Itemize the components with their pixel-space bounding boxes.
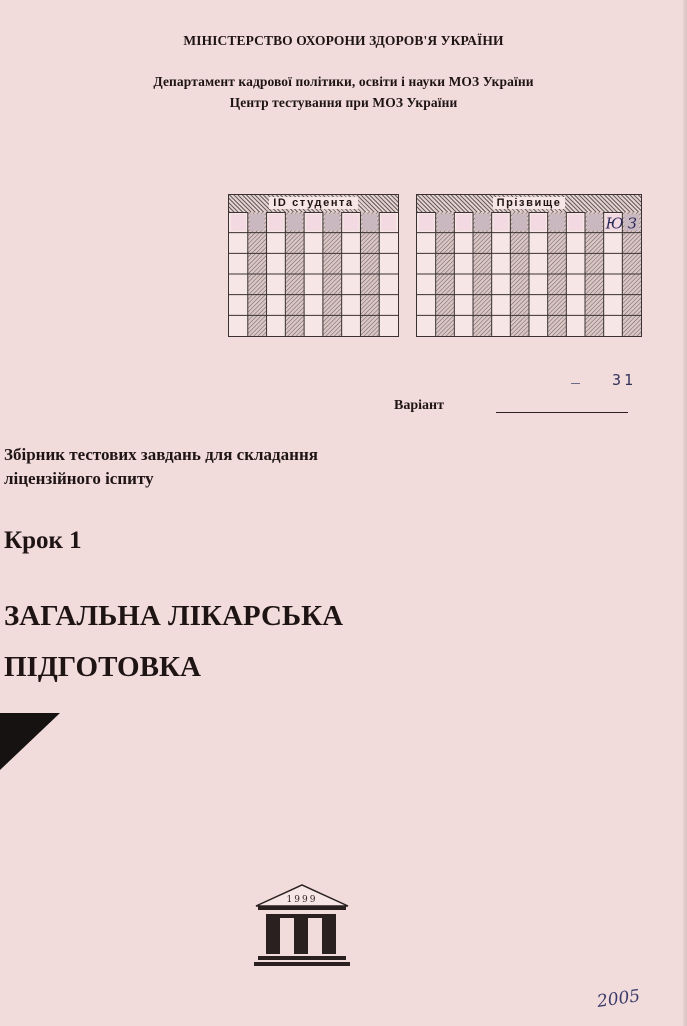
surname-grid [416, 194, 642, 337]
surname-grid-title: Прізвище [417, 195, 641, 213]
building-logo-icon [250, 884, 354, 968]
corner-triangle-icon [0, 713, 60, 770]
entry-cell[interactable] [456, 214, 471, 231]
student-id-grid [228, 194, 399, 337]
entry-cell[interactable] [587, 214, 602, 231]
surname-cells [417, 212, 641, 336]
subtitle-line-2: ліцензійного іспиту [4, 469, 154, 488]
entry-cell[interactable] [250, 214, 265, 231]
entry-cell[interactable] [550, 214, 565, 231]
entry-cell[interactable] [531, 214, 546, 231]
entry-cell[interactable] [475, 214, 490, 231]
center-title: Центр тестування при МОЗ України [229, 95, 458, 110]
entry-cell[interactable] [512, 214, 527, 231]
ministry-title: МІНІСТЕРСТВО ОХОРОНИ ЗДОРОВ'Я УКРАЇНИ [183, 33, 504, 48]
entry-cell[interactable] [306, 214, 321, 231]
entry-cell[interactable] [344, 214, 359, 231]
student-id-cells [229, 212, 398, 336]
main-title-line-1: ЗАГАЛЬНА ЛІКАРСЬКА [4, 600, 344, 632]
entry-cell[interactable] [438, 214, 453, 231]
entry-cell[interactable] [325, 214, 340, 231]
collection-subtitle [4, 443, 318, 491]
entry-cell[interactable] [231, 214, 246, 231]
entry-cell[interactable] [568, 214, 583, 231]
step-title: Крок 1 [4, 527, 82, 554]
department-title: Департамент кадрової політики, освіти і науки МОЗ України [153, 74, 534, 89]
entry-cell[interactable] [269, 214, 284, 231]
surname-handwritten: ЮЗ [605, 214, 641, 233]
entry-cell[interactable] [287, 214, 302, 231]
variant-underline [496, 412, 628, 413]
entry-cell[interactable] [381, 214, 396, 231]
entry-cell[interactable] [419, 214, 434, 231]
variant-label: Варіант [394, 398, 444, 413]
student-id-grid-title: ID студента [229, 195, 398, 213]
variant-value: 31 [612, 371, 637, 389]
subtitle-line-1: Збірник тестових завдань для складання [4, 445, 318, 464]
entry-cell[interactable] [362, 214, 377, 231]
main-title-line-2: ПІДГОТОВКА [4, 651, 201, 683]
main-title [4, 591, 343, 693]
handwritten-year: 2005 [595, 986, 642, 1012]
variant-mark [571, 383, 580, 384]
entry-cell[interactable] [494, 214, 509, 231]
logo-year: 1999 [286, 895, 318, 905]
